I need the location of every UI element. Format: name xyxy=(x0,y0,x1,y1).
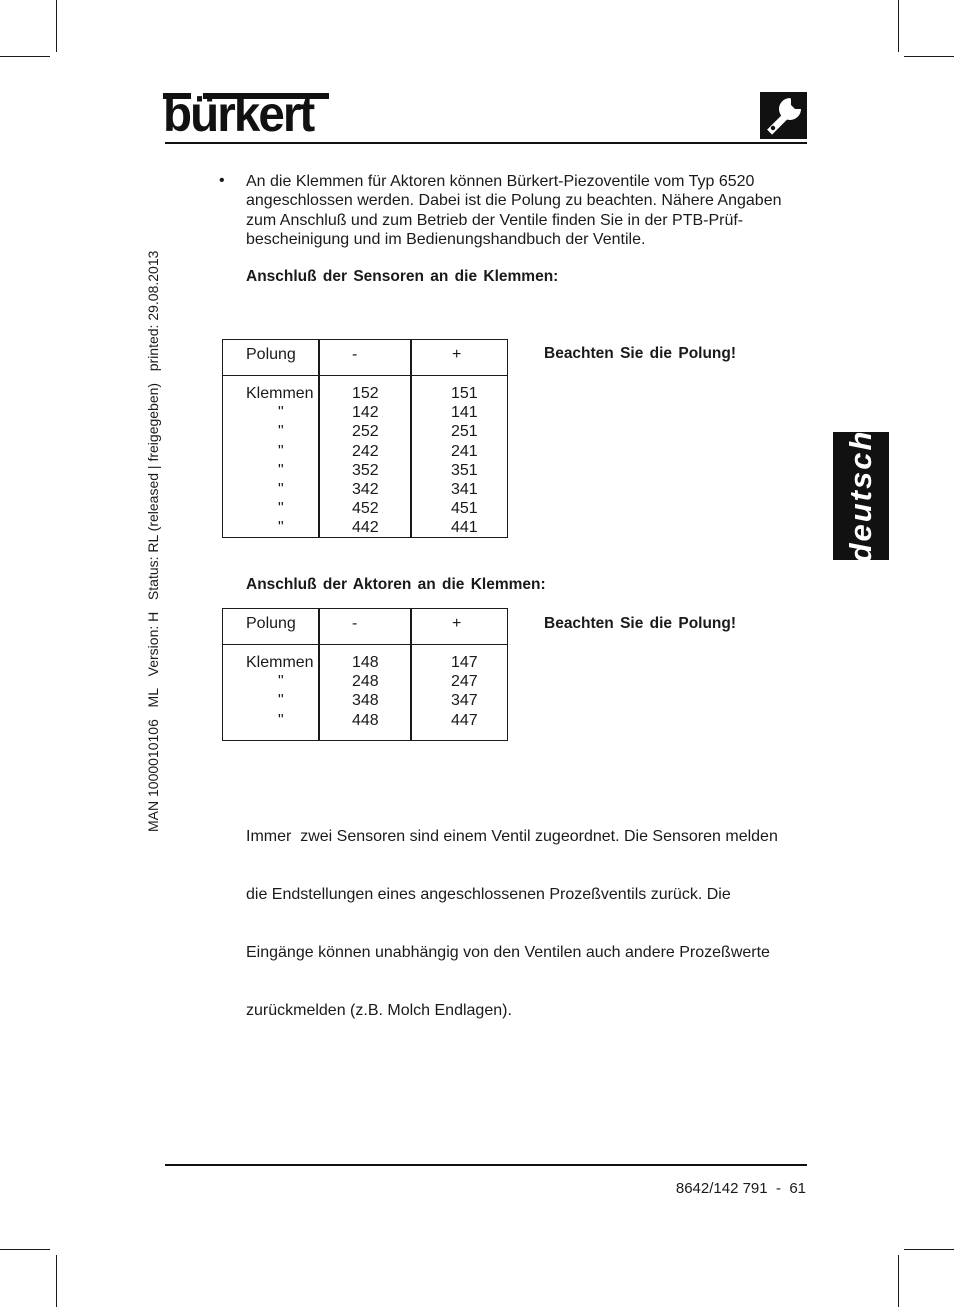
table-cell: 148 xyxy=(352,654,379,671)
closing-paragraph xyxy=(246,788,778,1040)
actuators-polarity-note: Beachten Sie die Polung! xyxy=(544,615,737,632)
header-minus: - xyxy=(352,346,358,363)
table-cell: 248 xyxy=(352,673,379,691)
header-minus: - xyxy=(352,615,358,632)
table-cell: 352 xyxy=(352,461,379,479)
table-cell: " xyxy=(278,519,284,537)
table-cell: 351 xyxy=(451,461,478,479)
footer-rule xyxy=(165,1164,807,1166)
table-cell: 451 xyxy=(451,500,478,518)
header-plus: + xyxy=(452,346,462,363)
document-number: 8642/142 791 xyxy=(675,1180,768,1197)
table-cell: " xyxy=(278,423,284,441)
table-cell: 341 xyxy=(451,481,478,499)
paragraph-line: zum Anschluß und zum Betrieb der Ventile finden Sie in der PTB-Prüf- xyxy=(246,211,744,229)
paragraph-line: Immer zwei Sensoren sind einem Ventil zugeordnet. Die Sensoren melden xyxy=(246,827,778,845)
table-cell: " xyxy=(278,711,284,729)
header-plus: + xyxy=(452,615,462,632)
intro-paragraph xyxy=(246,172,781,250)
status: Status: RL (released | freigegeben) xyxy=(145,382,161,601)
paragraph-line: die Endstellungen eines angeschlossenen Prozeßventils zurück. Die xyxy=(246,886,731,904)
crop-mark xyxy=(0,1249,50,1250)
table-cell: 252 xyxy=(352,423,379,441)
table-cell: 247 xyxy=(451,673,478,691)
table-cell: 347 xyxy=(451,692,478,710)
table-cell: 242 xyxy=(352,442,379,460)
column-divider xyxy=(410,609,412,740)
crop-mark xyxy=(0,56,50,57)
footer-separator: - xyxy=(775,1180,781,1197)
document-status-note xyxy=(145,192,161,832)
actuators-heading: Anschluß der Aktoren an die Klemmen: xyxy=(246,576,546,593)
crop-mark xyxy=(56,1255,57,1307)
crop-mark xyxy=(898,0,899,52)
crop-mark xyxy=(904,1249,954,1250)
plus-column xyxy=(451,653,478,730)
language-tab-label: deutsch xyxy=(843,429,878,563)
header-polung: Polung xyxy=(246,615,296,632)
page-footer xyxy=(676,1180,806,1197)
header-rule xyxy=(165,142,807,144)
bullet: • xyxy=(219,172,225,189)
column-divider xyxy=(410,340,412,537)
table-cell: 441 xyxy=(451,519,478,537)
column-divider xyxy=(318,609,320,740)
table-cell: 342 xyxy=(352,481,379,499)
table-cell: " xyxy=(278,442,284,460)
label-column xyxy=(246,653,314,730)
table-cell: 147 xyxy=(451,654,478,671)
paragraph-line: zurückmelden (z.B. Molch Endlagen). xyxy=(246,1002,512,1020)
crop-mark xyxy=(898,1255,899,1307)
language-code: ML xyxy=(145,688,161,708)
table-cell: " xyxy=(278,692,284,710)
manual-number: MAN 1000010106 xyxy=(145,719,161,832)
table-cell: 448 xyxy=(352,711,379,729)
minus-column xyxy=(352,384,379,538)
actuators-table xyxy=(222,608,508,741)
wrench-icon xyxy=(760,92,807,139)
crop-mark xyxy=(904,56,954,57)
table-cell: " xyxy=(278,500,284,518)
page-number: 61 xyxy=(789,1180,806,1197)
logo-text: bürkert xyxy=(163,86,314,142)
sensors-table xyxy=(222,339,508,538)
burkert-logo xyxy=(163,86,331,142)
table-cell: 348 xyxy=(352,692,379,710)
column-divider xyxy=(318,340,320,537)
table-cell: 152 xyxy=(352,385,379,402)
crop-mark xyxy=(56,0,57,52)
paragraph-line: bescheinigung und im Bedienungshandbuch der Ventile. xyxy=(246,231,646,249)
minus-column xyxy=(352,653,379,730)
table-cell: Klemmen xyxy=(246,654,314,671)
table-cell: " xyxy=(278,481,284,499)
print-date: printed: 29.08.2013 xyxy=(145,250,161,372)
sensors-heading: Anschluß der Sensoren an die Klemmen: xyxy=(246,268,559,285)
table-cell: 241 xyxy=(451,442,478,460)
table-cell: " xyxy=(278,404,284,422)
plus-column xyxy=(451,384,478,538)
label-column xyxy=(246,384,314,538)
table-cell: " xyxy=(278,673,284,691)
table-cell: Klemmen xyxy=(246,385,314,402)
header-polung: Polung xyxy=(246,346,296,363)
paragraph-line: Eingänge können unabhängig von den Ventilen auch andere Prozeßwerte xyxy=(246,944,770,962)
table-cell: 452 xyxy=(352,500,379,518)
paragraph-line: angeschlossen werden. Dabei ist die Polung zu beachten. Nähere Angaben xyxy=(246,192,782,210)
table-cell: 447 xyxy=(451,711,478,729)
table-cell: 141 xyxy=(451,404,478,422)
table-cell: 151 xyxy=(451,385,478,402)
table-cell: " xyxy=(278,461,284,479)
sensors-polarity-note: Beachten Sie die Polung! xyxy=(544,345,737,362)
version: Version: H xyxy=(145,611,161,677)
language-tab xyxy=(833,429,889,563)
paragraph-line: An die Klemmen für Aktoren können Bürkert-Piezoventile vom Typ 6520 xyxy=(246,173,755,190)
table-cell: 442 xyxy=(352,519,379,537)
table-cell: 142 xyxy=(352,404,379,422)
table-cell: 251 xyxy=(451,423,478,441)
